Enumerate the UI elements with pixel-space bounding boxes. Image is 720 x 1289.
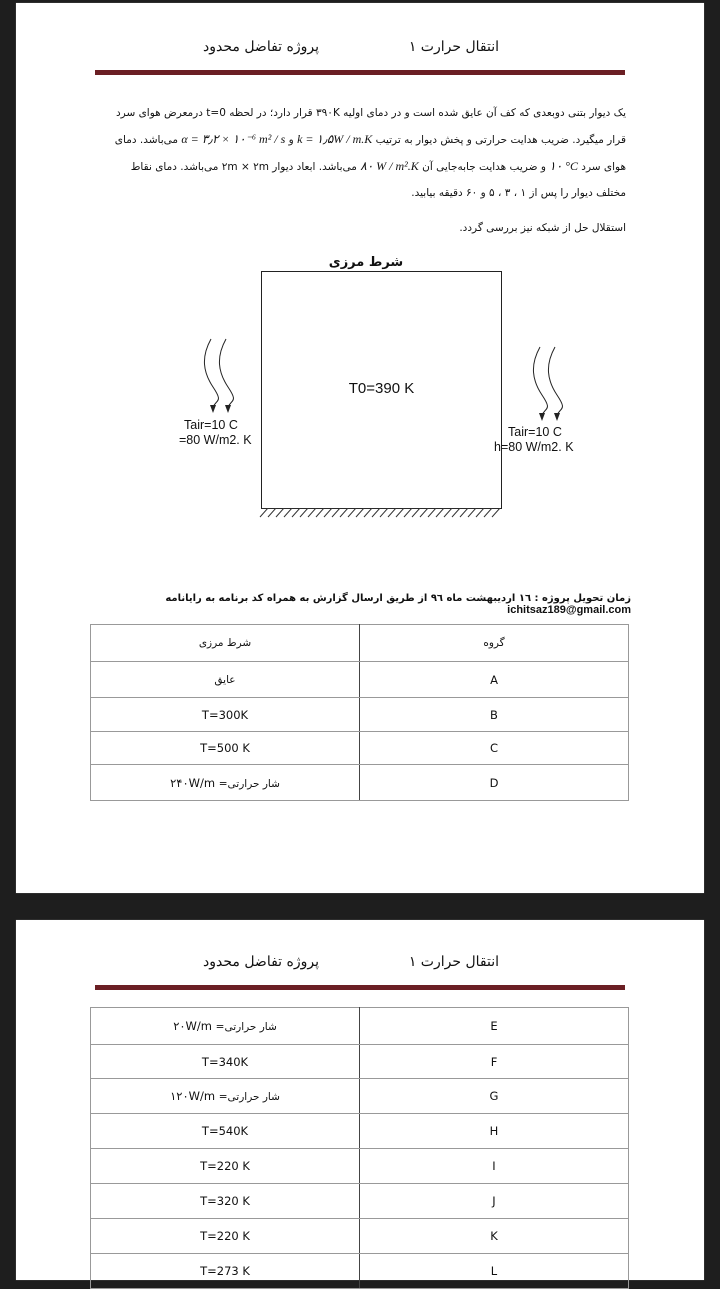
boundary-condition-title: شرط مرزی <box>328 255 404 270</box>
condition-cell: عایق <box>91 662 360 698</box>
course-title: انتقال حرارت ۱ <box>408 954 499 970</box>
condition-cell: T=220 K <box>91 1149 360 1184</box>
group-cell: I <box>360 1149 629 1184</box>
table-row <box>91 732 629 765</box>
right-convection-arrows-icon <box>530 345 570 425</box>
problem-line-2-text: قرار میگیرد. ضریب هدایت حرارتی و پخش دیوار به ترتیب <box>375 134 626 146</box>
hatch-line <box>300 508 308 517</box>
problem-statement <box>96 100 626 206</box>
table-row <box>91 1079 629 1114</box>
hatch-line <box>484 508 492 517</box>
condition-cell: T=220 K <box>91 1219 360 1254</box>
heat-flux-value: ۱۲۰W/m <box>170 1089 216 1103</box>
group-cell: A <box>360 662 629 698</box>
groups-table-2 <box>90 1007 629 1289</box>
heat-flux-label: شار حرارتی= <box>218 777 280 790</box>
contact-email[interactable]: ichitsaz189@gmail.com <box>507 604 631 616</box>
condition-cell: T=300K <box>91 698 360 732</box>
problem-line-3 <box>96 153 626 180</box>
condition-cell <box>91 765 360 801</box>
document-page-2 <box>16 920 704 1280</box>
table-header-row <box>91 625 629 662</box>
hatch-line <box>444 508 452 517</box>
problem-line-3-text: هوای سرد <box>581 161 626 173</box>
project-title: پروژه تفاضل محدود <box>203 39 319 55</box>
group-cell: G <box>360 1079 629 1114</box>
hatch-line <box>436 508 444 517</box>
table-row <box>91 1254 629 1289</box>
hatch-line <box>476 508 484 517</box>
right-air-temp-label: Tair=10 C <box>508 425 562 439</box>
and-word: و <box>288 134 294 146</box>
table-row <box>91 1219 629 1254</box>
left-air-temp-label: Tair=10 C <box>184 418 238 432</box>
hatch-line <box>340 508 348 517</box>
insulated-floor-hatch <box>256 508 504 518</box>
hatch-line <box>284 508 292 517</box>
course-title: انتقال حرارت ۱ <box>408 39 499 55</box>
table-row <box>91 1184 629 1219</box>
problem-line-1: یک دیوار بتنی دوبعدی که کف آن عایق شده است و در دمای اولیه ۳۹۰K قرار دارد؛ در لحظه t=0 درمعرض هوای سرد <box>115 107 626 119</box>
grid-independence-note: استقلال حل از شبکه نیز بررسی گردد. <box>459 222 626 234</box>
group-cell: D <box>360 765 629 801</box>
header-group: گروه <box>360 625 629 662</box>
group-cell: K <box>360 1219 629 1254</box>
left-h-label: =80 W/m2. K <box>179 433 252 447</box>
page-header <box>95 944 625 990</box>
problem-line-4: مختلف دیوار را پس از ۱ ، ۳ ، ۵ و ۶۰ دقیقه بیابید. <box>411 187 626 199</box>
problem-line-3-mid: و ضریب هدایت جابه‌جایی آن <box>422 161 546 173</box>
table-row <box>91 662 629 698</box>
hatch-line <box>468 508 476 517</box>
heat-flux-value: ۲۰W/m <box>173 1019 212 1033</box>
hatch-line <box>412 508 420 517</box>
heat-flux-value: ۲۴۰W/m <box>170 775 216 790</box>
table-row <box>91 1149 629 1184</box>
group-cell: F <box>360 1045 629 1079</box>
table-row <box>91 765 629 801</box>
hatch-line <box>292 508 300 517</box>
hatch-line <box>396 508 404 517</box>
table-row <box>91 1114 629 1149</box>
convection-value: ۸۰ W / m².K <box>360 159 419 173</box>
diffusivity-value: α = ۳٫۲ × ۱۰⁻⁶ m² / s <box>181 132 286 146</box>
wall-domain <box>261 271 502 509</box>
hatch-line <box>324 508 332 517</box>
condition-cell: T=340K <box>91 1045 360 1079</box>
problem-line-3-end: می‌باشد. ابعاد دیوار ۲m × ۲m می‌باشد. دمای نقاط <box>130 161 357 173</box>
header-boundary-condition: شرط مرزی <box>91 625 360 662</box>
condition-cell: T=273 K <box>91 1254 360 1289</box>
hatch-line <box>268 508 276 517</box>
hatch-line <box>348 508 356 517</box>
hatch-line <box>372 508 380 517</box>
hatch-line <box>356 508 364 517</box>
table-row <box>91 1045 629 1079</box>
group-cell: C <box>360 732 629 765</box>
hatch-line <box>388 508 396 517</box>
group-cell: J <box>360 1184 629 1219</box>
problem-line-2 <box>96 126 626 153</box>
group-cell: L <box>360 1254 629 1289</box>
left-convection-arrows-icon <box>201 337 241 417</box>
hatch-line <box>428 508 436 517</box>
table-row <box>91 1008 629 1045</box>
hatch-line <box>316 508 324 517</box>
hatch-line <box>460 508 468 517</box>
project-title: پروژه تفاضل محدود <box>203 954 319 970</box>
initial-temperature-label: T0=390 K <box>348 380 415 397</box>
deadline-notice <box>96 593 631 616</box>
table-row <box>91 698 629 732</box>
page-header <box>95 29 625 75</box>
hatch-line <box>452 508 460 517</box>
right-h-label: h=80 W/m2. K <box>494 440 574 454</box>
heat-flux-label: شار حرارتی= <box>218 1091 280 1103</box>
problem-line-2-end: می‌باشد. دمای <box>114 134 178 146</box>
hatch-line <box>308 508 316 517</box>
hatch-line <box>380 508 388 517</box>
document-page-1 <box>16 3 704 893</box>
hatch-line <box>276 508 284 517</box>
heat-flux-label: شار حرارتی= <box>215 1021 277 1033</box>
condition-cell: T=500 K <box>91 732 360 765</box>
condition-cell <box>91 1008 360 1045</box>
hatch-line <box>364 508 372 517</box>
condition-cell: T=540K <box>91 1114 360 1149</box>
group-cell: B <box>360 698 629 732</box>
conductivity-value: k = ۱٫۵W / m.K <box>297 132 373 146</box>
groups-table-1 <box>90 624 629 801</box>
hatch-line <box>260 508 268 517</box>
group-cell: H <box>360 1114 629 1149</box>
hatch-line <box>404 508 412 517</box>
condition-cell <box>91 1079 360 1114</box>
condition-cell: T=320 K <box>91 1184 360 1219</box>
hatch-line <box>332 508 340 517</box>
deadline-text: زمان تحویل پروژه : ١٦ اردیبهشت ماه ٩٦ از طریق ارسال گزارش به همراه کد برنامه به رایانامه <box>165 593 631 604</box>
hatch-line <box>420 508 428 517</box>
air-temp-value: ۱۰ °C <box>549 159 578 173</box>
hatch-line <box>492 508 500 517</box>
header-rule <box>95 70 625 75</box>
header-rule <box>95 985 625 990</box>
group-cell: E <box>360 1008 629 1045</box>
